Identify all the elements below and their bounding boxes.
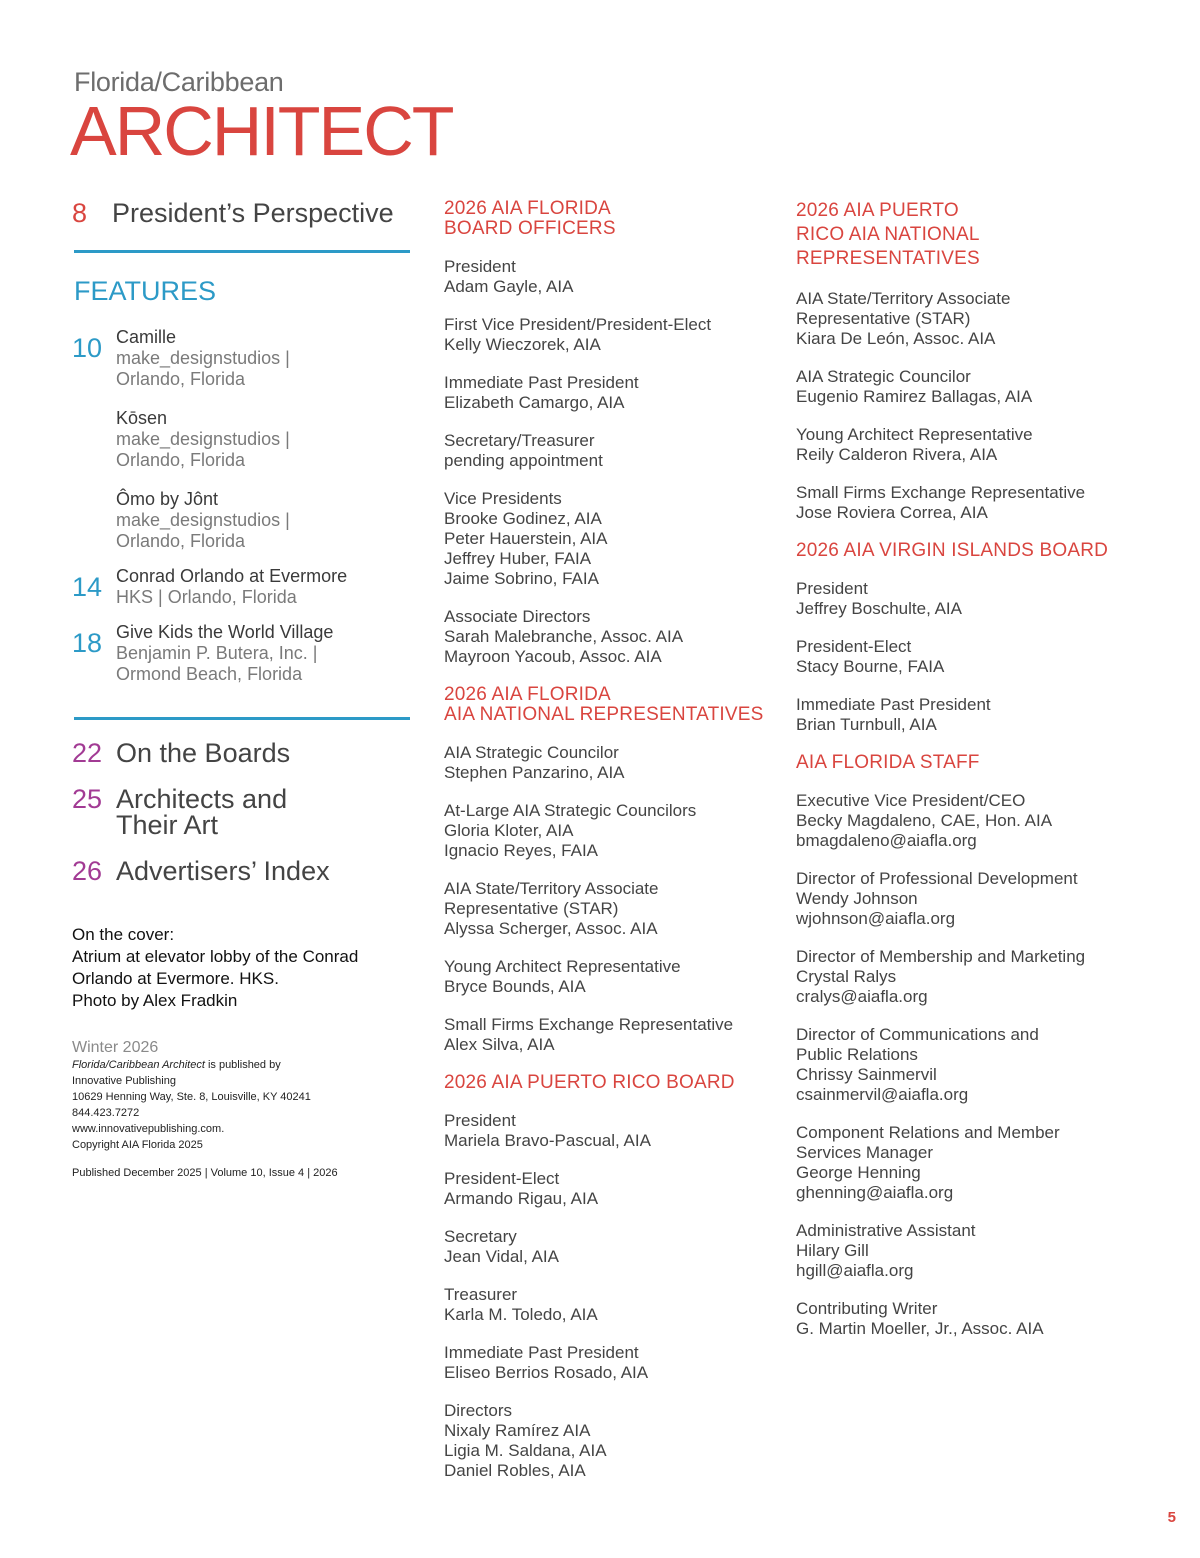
perspective-page-number: 8 (72, 198, 88, 228)
board-member-name: Brooke Godinez, AIA (444, 509, 602, 528)
feature-item[interactable] (116, 622, 412, 685)
section-title (116, 858, 330, 884)
feature-credit: Benjamin P. Butera, Inc. | (116, 643, 318, 663)
board-entry (444, 1285, 774, 1325)
publisher-line: 844.423.7272 (72, 1107, 140, 1119)
board-role: Immediate Past President (444, 1343, 639, 1362)
board-entry (796, 1299, 1136, 1339)
board-entry (796, 1123, 1136, 1203)
board-role: Contributing Writer (796, 1299, 938, 1318)
feature-credit: Ormond Beach, Florida (116, 664, 303, 684)
board-entry (796, 367, 1136, 407)
feature-item[interactable] (116, 327, 412, 390)
feature-page-number: 14 (72, 572, 103, 602)
board-entry (796, 947, 1136, 1007)
divider (74, 250, 410, 253)
board-member-name: Peter Hauerstein, AIA (444, 529, 608, 548)
board-member-name: Stacy Bourne, FAIA (796, 657, 945, 676)
feature-credit: make_designstudios | (116, 348, 290, 368)
feature-items (116, 622, 412, 685)
board-entry (796, 289, 1136, 349)
board-role: First Vice President/President-Elect (444, 315, 712, 334)
board-role: Vice Presidents (444, 489, 562, 508)
board-column-right (796, 199, 1136, 1357)
board-entry (444, 1401, 774, 1481)
board-member-name: Eugenio Ramirez Ballagas, AIA (796, 387, 1033, 406)
board-member-name: Sarah Malebranche, Assoc. AIA (444, 627, 684, 646)
feature-credit: HKS | Orlando, Florida (116, 587, 297, 607)
board-group (796, 541, 1136, 735)
board-role: Treasurer (444, 1285, 518, 1304)
perspective-entry[interactable] (72, 196, 412, 230)
board-role: President-Elect (444, 1169, 560, 1188)
sections-list (72, 740, 412, 884)
board-member-name: Ignacio Reyes, FAIA (444, 841, 599, 860)
issue-season: Winter 2026 (72, 1039, 159, 1056)
heading-line: 2026 AIA PUERTO RICO BOARD (444, 1072, 735, 1093)
board-member-name: pending appointment (444, 451, 603, 470)
page-number: 5 (1167, 1509, 1176, 1526)
board-member-name: Jeffrey Boschulte, AIA (796, 599, 962, 618)
board-entry (796, 579, 1136, 619)
feature-item[interactable] (116, 489, 412, 552)
board-member-name: Becky Magdaleno, CAE, Hon. AIA (796, 811, 1053, 830)
feature-title: Kōsen (116, 408, 168, 428)
board-member-name: Adam Gayle, AIA (444, 277, 574, 296)
board-entry (796, 483, 1136, 523)
board-group (796, 199, 1136, 523)
publisher-line: 10629 Henning Way, Ste. 8, Louisville, KY 40241 (72, 1091, 311, 1103)
board-role: Secretary (444, 1227, 517, 1246)
board-member-name: Representative (STAR) (796, 309, 971, 328)
board-entry (444, 1169, 774, 1209)
section-entry[interactable] (72, 858, 412, 884)
heading-line: 2026 AIA PUERTO (796, 200, 959, 221)
board-entry (796, 869, 1136, 929)
feature-items (116, 566, 412, 608)
board-entry (444, 1111, 774, 1151)
board-member-name: Jean Vidal, AIA (444, 1247, 559, 1266)
board-group-heading (796, 199, 1136, 271)
board-member-name: Representative (STAR) (444, 899, 619, 918)
board-entry (444, 1015, 774, 1055)
board-group (444, 199, 774, 667)
section-title (116, 740, 290, 766)
board-member-name: Bryce Bounds, AIA (444, 977, 586, 996)
board-member-name: Kiara De León, Assoc. AIA (796, 329, 996, 348)
board-column-middle (444, 199, 774, 1499)
board-entry (796, 637, 1136, 677)
email-link[interactable]: ghenning@aiafla.org (796, 1183, 954, 1202)
email-link[interactable]: cralys@aiafla.org (796, 987, 928, 1006)
board-entry (444, 373, 774, 413)
board-role: Component Relations and Member (796, 1123, 1060, 1142)
board-member-name: Kelly Wieczorek, AIA (444, 335, 601, 354)
board-member-name: Armando Rigau, AIA (444, 1189, 599, 1208)
board-entry (444, 801, 774, 861)
heading-line: AIA FLORIDA STAFF (796, 752, 980, 773)
email-link[interactable]: csainmervil@aiafla.org (796, 1085, 969, 1104)
board-entry (444, 1343, 774, 1383)
board-member-name: Wendy Johnson (796, 889, 918, 908)
feature-group (72, 622, 412, 685)
board-entry (796, 791, 1136, 851)
section-title-line: On the Boards (116, 738, 291, 768)
feature-title: Ômo by Jônt (116, 489, 219, 509)
board-member-name: G. Martin Moeller, Jr., Assoc. AIA (796, 1319, 1044, 1338)
board-member-name: Nixaly Ramírez AIA (444, 1421, 591, 1440)
board-role: Associate Directors (444, 607, 591, 626)
feature-title: Camille (116, 327, 177, 347)
board-role: Director of Professional Development (796, 869, 1078, 888)
board-group (444, 1073, 774, 1481)
features-list (72, 327, 412, 685)
heading-line: REPRESENTATIVES (796, 248, 980, 269)
board-role: Director of Membership and Marketing (796, 947, 1086, 966)
board-member-name: Ligia M. Saldana, AIA (444, 1441, 607, 1460)
board-role: Secretary/Treasurer (444, 431, 595, 450)
board-entry (796, 1221, 1136, 1281)
board-member-name: Alyssa Scherger, Assoc. AIA (444, 919, 658, 938)
board-role: Executive Vice President/CEO (796, 791, 1026, 810)
email-link[interactable]: bmagdaleno@aiafla.org (796, 831, 977, 850)
board-group-heading (444, 685, 774, 725)
board-role: President (444, 1111, 516, 1130)
board-member-name: Daniel Robles, AIA (444, 1461, 586, 1480)
board-role: Young Architect Representative (444, 957, 681, 976)
board-role: President-Elect (796, 637, 912, 656)
heading-line: BOARD OFFICERS (444, 218, 616, 239)
board-member-name: Mariela Bravo-Pascual, AIA (444, 1131, 651, 1150)
board-entry (444, 431, 774, 471)
section-title-line: Advertisers’ Index (116, 856, 330, 886)
contents-column (72, 196, 412, 1179)
feature-title: Conrad Orlando at Evermore (116, 566, 348, 586)
board-role: President (796, 579, 868, 598)
divider (74, 717, 410, 720)
email-link[interactable]: hgill@aiafla.org (796, 1261, 914, 1280)
features-heading: FEATURES (74, 276, 217, 306)
feature-title: Give Kids the World Village (116, 622, 334, 642)
board-group-heading (796, 753, 1136, 773)
board-member-name: Eliseo Berrios Rosado, AIA (444, 1363, 649, 1382)
heading-line: AIA NATIONAL REPRESENTATIVES (444, 704, 764, 725)
heading-line: 2026 AIA FLORIDA (444, 198, 611, 219)
board-entry (444, 315, 774, 355)
board-role: Director of Communications and (796, 1025, 1039, 1044)
board-group-heading (444, 1073, 774, 1093)
feature-page-number: 10 (72, 333, 103, 363)
cover-line: On the cover: (72, 925, 175, 944)
section-page-number: 26 (72, 856, 103, 886)
feature-credit: Orlando, Florida (116, 369, 246, 389)
board-role: Directors (444, 1401, 513, 1420)
board-role: President (444, 257, 516, 276)
heading-line: 2026 AIA FLORIDA (444, 684, 611, 705)
publisher-line: www.innovativepublishing.com. (72, 1123, 225, 1135)
board-role: AIA Strategic Councilor (796, 367, 971, 386)
feature-credit: Orlando, Florida (116, 450, 246, 470)
board-entry (796, 695, 1136, 735)
feature-item[interactable] (116, 408, 412, 471)
masthead-title: ARCHITECT (70, 92, 453, 170)
section-entry[interactable] (72, 786, 412, 838)
publisher-line (72, 1057, 412, 1073)
cover-line: Atrium at elevator lobby of the Conrad (72, 947, 359, 966)
board-member-name: Jaime Sobrino, FAIA (444, 569, 599, 588)
board-member-name: Stephen Panzarino, AIA (444, 763, 625, 782)
board-member-name: Services Manager (796, 1143, 934, 1162)
board-role: Young Architect Representative (796, 425, 1033, 444)
board-role: AIA State/Territory Associate (444, 879, 659, 898)
board-group (796, 753, 1136, 1339)
board-entry (444, 1227, 774, 1267)
board-member-name: Crystal Ralys (796, 967, 897, 986)
feature-items (116, 327, 412, 552)
feature-credit: make_designstudios | (116, 510, 290, 530)
section-title-line: Their Art (116, 810, 219, 840)
board-entry (444, 879, 774, 939)
feature-item[interactable] (116, 566, 412, 608)
cover-line: Orlando at Evermore. HKS. (72, 969, 279, 988)
heading-line: RICO AIA NATIONAL (796, 224, 980, 245)
board-member-name: Reily Calderon Rivera, AIA (796, 445, 998, 464)
board-entry (444, 743, 774, 783)
publication-info (72, 1038, 412, 1179)
board-member-name: Gloria Kloter, AIA (444, 821, 574, 840)
board-member-name: Chrissy Sainmervil (796, 1065, 937, 1084)
board-member-name: Brian Turnbull, AIA (796, 715, 937, 734)
board-role: Small Firms Exchange Representative (796, 483, 1086, 502)
board-member-name: Elizabeth Camargo, AIA (444, 393, 625, 412)
feature-credit: Orlando, Florida (116, 531, 246, 551)
board-member-name: Mayroon Yacoub, Assoc. AIA (444, 647, 662, 666)
board-role: Administrative Assistant (796, 1221, 976, 1240)
board-entry (796, 1025, 1136, 1105)
board-role: Small Firms Exchange Representative (444, 1015, 734, 1034)
board-role: Immediate Past President (796, 695, 991, 714)
magazine-name: Florida/Caribbean Architect (72, 1059, 205, 1071)
section-title (116, 786, 287, 838)
board-member-name: Hilary Gill (796, 1241, 869, 1260)
board-role: AIA State/Territory Associate (796, 289, 1011, 308)
publisher-address (72, 1073, 412, 1153)
board-entry (444, 607, 774, 667)
board-member-name: Jeffrey Huber, FAIA (444, 549, 592, 568)
heading-line: 2026 AIA VIRGIN ISLANDS BOARD (796, 540, 1109, 561)
board-group-heading (796, 541, 1136, 561)
board-member-name: George Henning (796, 1163, 921, 1182)
board-role: AIA Strategic Councilor (444, 743, 619, 762)
feature-group (72, 566, 412, 608)
cover-line: Photo by Alex Fradkin (72, 991, 238, 1010)
board-member-name: Alex Silva, AIA (444, 1035, 555, 1054)
feature-credit: make_designstudios | (116, 429, 290, 449)
board-group (444, 685, 774, 1055)
section-page-number: 25 (72, 784, 103, 814)
perspective-title: President’s Perspective (112, 198, 394, 228)
board-member-name: Karla M. Toledo, AIA (444, 1305, 598, 1324)
masthead (70, 66, 453, 170)
board-role: Immediate Past President (444, 373, 639, 392)
board-entry (796, 425, 1136, 465)
board-entry (444, 489, 774, 589)
section-title-line: Architects and (116, 784, 288, 814)
section-page-number: 22 (72, 738, 103, 768)
section-entry[interactable] (72, 740, 412, 766)
board-role: At-Large AIA Strategic Councilors (444, 801, 697, 820)
board-group-heading (444, 199, 774, 239)
board-entry (444, 257, 774, 297)
board-member-name: Public Relations (796, 1045, 918, 1064)
cover-caption (72, 924, 412, 1012)
feature-page-number: 18 (72, 628, 103, 658)
board-member-name: Jose Roviera Correa, AIA (796, 503, 988, 522)
masthead-subtitle: Florida/Caribbean (74, 67, 284, 97)
publisher-line: Innovative Publishing (72, 1075, 176, 1087)
board-entry (444, 957, 774, 997)
feature-group (72, 327, 412, 552)
published-line: Published December 2025 | Volume 10, Issue 4 | 2026 (72, 1167, 338, 1179)
publisher-text: is published by (204, 1059, 281, 1071)
publisher-line: Copyright AIA Florida 2025 (72, 1139, 203, 1151)
email-link[interactable]: wjohnson@aiafla.org (796, 909, 956, 928)
